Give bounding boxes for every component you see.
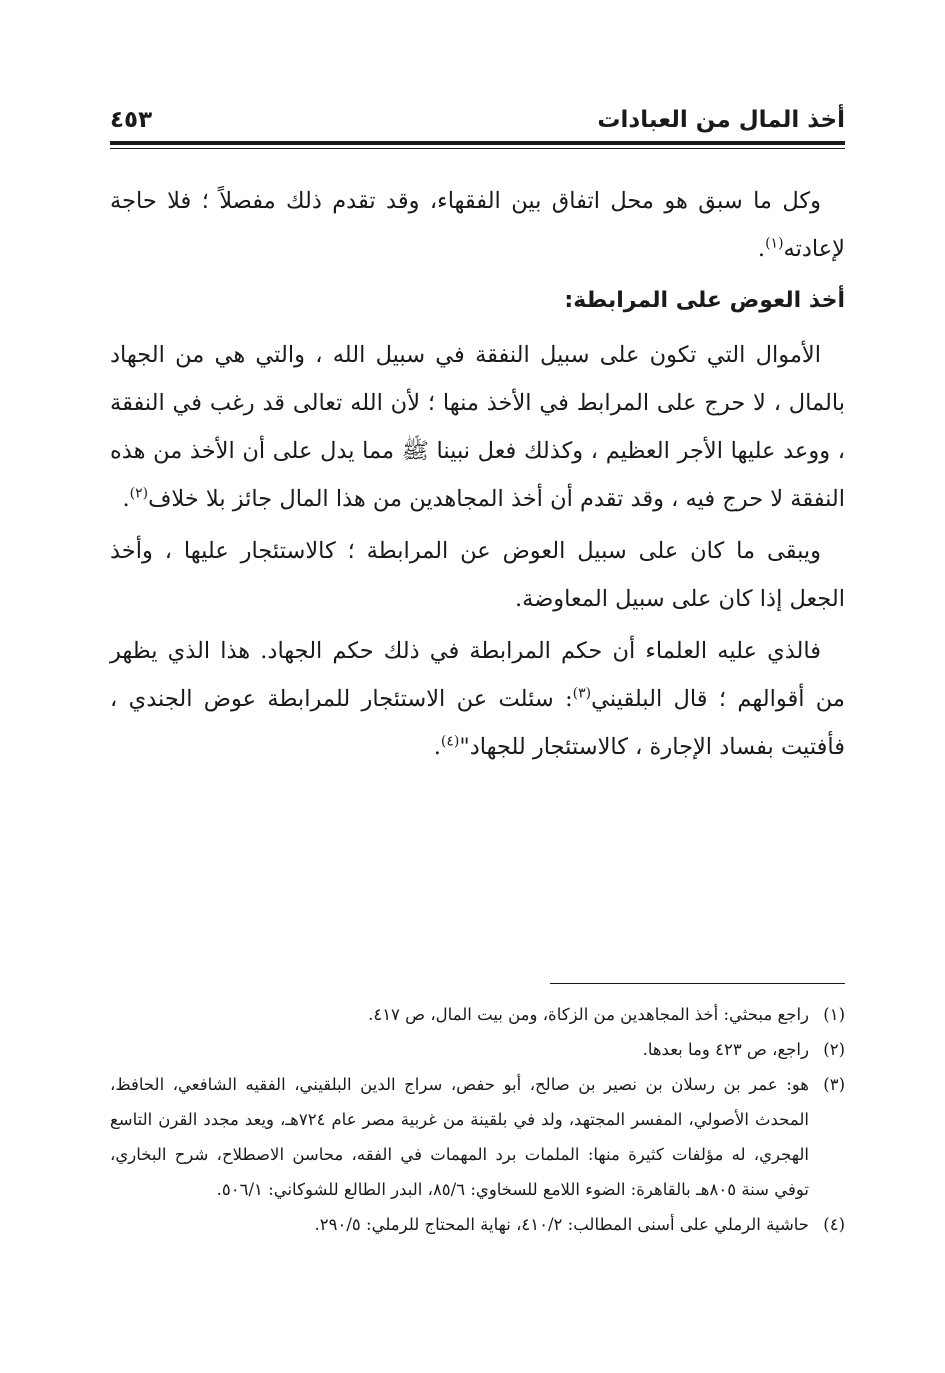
section-heading: أخذ العوض على المرابطة: (564, 288, 845, 313)
footnote-ref: (٤) (440, 733, 460, 750)
footnote-separator (550, 983, 845, 984)
paragraph: ويبقى ما كان على سبيل العوض عن المرابطة ؛ كالاستئجار عليها ، وأخذ الجعل إذا كان على سبيل المعاوضة. (110, 538, 845, 612)
page-header (110, 95, 845, 133)
paragraph: فالذي عليه العلماء أن حكم المرابطة في ذلك حكم الجهاد. هذا الذي يظهر من أقوالهم ؛ قال البلقيني$^{(٣)}$: سئلت عن الاستئجار للمرابطة عوض الجندي ، فأفتيت بفساد الإجارة ، كالاستئجار للجهاد"$^{(٤)}$. (110, 638, 845, 760)
footnote-text: هو: عمر بن رسلان بن نصير بن صالح، أبو حفص، سراج الدين البلقيني، الفقيه الشافعي، الحافظ، المحدث الأصولي، المفسر المجتهد، ولد في بلقينة من غربية مصر عام ٧٢٤هـ، ويعد مجدد القرن التاسع الهجري، له مؤلفات كثيرة منها: الملمات برد المهمات في الفقه، محاسن الاصطلاح، شرح البخاري، توفي سنة ٨٠٥هـ بالقاهرة: الضوء اللامع للسخاوي: ٨٥/٦، البدر الطالع للشوكاني: ٥٠٦/١. (110, 1075, 809, 1199)
footnote (110, 1067, 845, 1207)
footnote-ref: (١) (765, 235, 784, 252)
footnote-number: (٢) (823, 1040, 845, 1059)
footnote-ref: (٢) (129, 485, 149, 502)
footnote (110, 1207, 845, 1242)
footnote-number: (٣) (823, 1075, 845, 1094)
footnotes (110, 997, 845, 1242)
footnote-text: راجع، ص ٤٢٣ وما بعدها. (642, 1040, 809, 1059)
footnote (110, 1032, 845, 1067)
book-page (110, 95, 845, 1295)
paragraph: الأموال التي تكون على سبيل النفقة في سبيل الله ، والتي هي من الجهاد بالمال ، لا حرج على المرابط في الأخذ منها ؛ لأن الله تعالى قد رغب في النفقة ، ووعد عليها الأجر العظيم ، وكذلك فعل نبينا ﷺ مما يدل على أن الأخذ من هذه النفقة لا حرج فيه ، وقد تقدم أن أخذ المجاهدين من هذا المال جائز بلا خلاف$^{(٢)}$. (110, 342, 845, 512)
running-title: أخذ المال من العبادات (597, 107, 845, 133)
footnote (110, 997, 845, 1032)
footnote-number: (٤) (823, 1215, 845, 1234)
paragraph: وكل ما سبق هو محل اتفاق بين الفقهاء، وقد تقدم ذلك مفصلاً ؛ فلا حاجة لإعادته$^{(١)}$. (110, 188, 845, 262)
footnote-text: راجع مبحثي: أخذ المجاهدين من الزكاة، ومن بيت المال، ص ٤١٧. (368, 1005, 809, 1024)
header-rule-thick (110, 141, 845, 145)
footnote-number: (١) (823, 1005, 845, 1024)
footnote-text: حاشية الرملي على أسنى المطالب: ٤١٠/٢، نهاية المحتاج للرملي: ٢٩٠/٥. (314, 1215, 809, 1234)
page-number: ٤٥٣ (110, 107, 153, 133)
header-rule-thin (110, 148, 845, 149)
main-text (110, 177, 845, 771)
footnote-ref: (٣) (572, 685, 592, 702)
